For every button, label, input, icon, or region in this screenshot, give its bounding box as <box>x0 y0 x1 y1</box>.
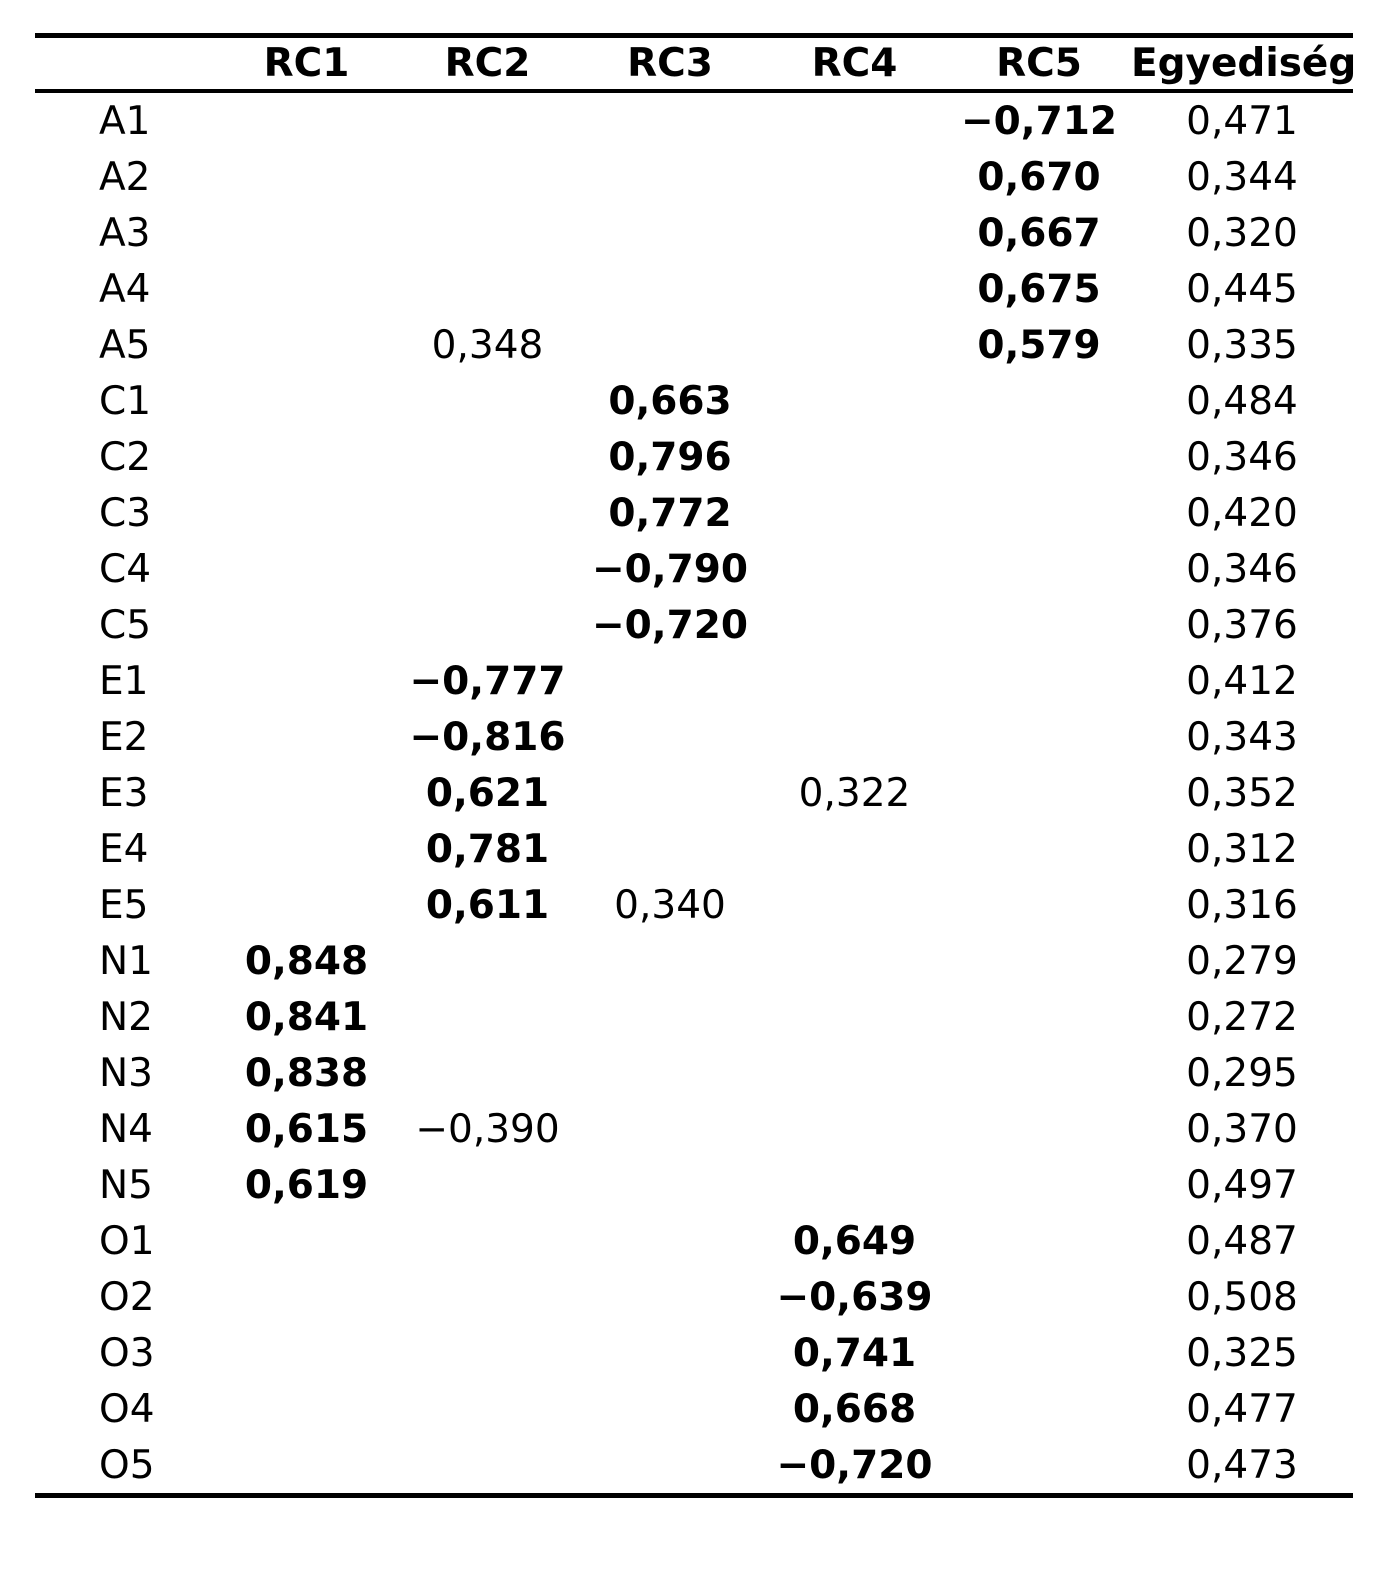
cell-n1-rc4 <box>762 933 947 989</box>
cell-c2-rc5 <box>947 429 1131 485</box>
table-row-e5 <box>35 877 1353 933</box>
cell-c1-rc4 <box>762 373 947 429</box>
cell-n3-rc3 <box>578 1045 762 1101</box>
cell-o4-rc4: 0,668 <box>792 1386 917 1432</box>
cell-c5-rc5 <box>947 597 1131 653</box>
cell-a1-rc2 <box>397 91 578 149</box>
row-label-o1: O1 <box>99 1218 155 1264</box>
cell-c1-rc1 <box>216 373 397 429</box>
cell-n2-rc1: 0,841 <box>244 994 369 1040</box>
cell-o4-rc5 <box>947 1381 1131 1437</box>
cell-n5-rc4 <box>762 1157 947 1213</box>
table-row-c4 <box>35 541 1353 597</box>
cell-e5-rc4 <box>762 877 947 933</box>
row-label-n2: N2 <box>99 994 153 1040</box>
cell-n4-rc2: −0,390 <box>415 1106 560 1152</box>
row-label-c1: C1 <box>99 378 152 424</box>
cell-o2-rc4: −0,639 <box>776 1274 933 1320</box>
row-label-c2: C2 <box>99 434 152 480</box>
table-row-a1 <box>35 91 1353 149</box>
cell-n1-rc2 <box>397 933 578 989</box>
cell-a3-rc4 <box>762 205 947 261</box>
cell-a3-rc1 <box>216 205 397 261</box>
cell-c5-rc4 <box>762 597 947 653</box>
cell-c1-rc5 <box>947 373 1131 429</box>
cell-e4-egyediseg: 0,312 <box>1186 826 1298 872</box>
table-header <box>35 36 1357 92</box>
table-row-a3 <box>35 205 1353 261</box>
row-label-n1: N1 <box>99 938 153 984</box>
column-header-rc4: RC4 <box>762 36 947 92</box>
cell-a2-rc2 <box>397 149 578 205</box>
table-row-a4 <box>35 261 1353 317</box>
cell-e3-egyediseg: 0,352 <box>1186 770 1298 816</box>
cell-n2-rc5 <box>947 989 1131 1045</box>
cell-a4-egyediseg: 0,445 <box>1186 266 1298 312</box>
table-row-n2 <box>35 989 1353 1045</box>
cell-a5-rc2: 0,348 <box>431 322 544 368</box>
cell-n4-rc4 <box>762 1101 947 1157</box>
cell-e3-rc5 <box>947 765 1131 821</box>
cell-o1-rc2 <box>397 1213 578 1269</box>
cell-n4-rc1: 0,615 <box>244 1106 369 1152</box>
cell-o1-rc3 <box>578 1213 762 1269</box>
cell-o1-rc5 <box>947 1213 1131 1269</box>
cell-e1-rc2: −0,777 <box>409 658 566 704</box>
cell-e2-rc1 <box>216 709 397 765</box>
table-row-e4 <box>35 821 1353 877</box>
cell-a2-egyediseg: 0,344 <box>1186 154 1298 200</box>
table-row-o2 <box>35 1269 1353 1325</box>
cell-c2-rc3: 0,796 <box>608 434 732 480</box>
cell-a5-rc1 <box>216 317 397 373</box>
cell-c3-rc2 <box>397 485 578 541</box>
cell-c1-egyediseg: 0,484 <box>1186 378 1298 424</box>
cell-a2-rc4 <box>762 149 947 205</box>
cell-c2-rc1 <box>216 429 397 485</box>
table-body <box>35 91 1353 1496</box>
cell-e3-rc2: 0,621 <box>425 770 550 816</box>
cell-a4-rc2 <box>397 261 578 317</box>
row-label-n3: N3 <box>99 1050 153 1096</box>
cell-a4-rc5: 0,675 <box>977 266 1101 312</box>
cell-c4-rc2 <box>397 541 578 597</box>
cell-a3-rc3 <box>578 205 762 261</box>
cell-o5-egyediseg: 0,473 <box>1186 1442 1298 1488</box>
cell-a5-rc4 <box>762 317 947 373</box>
cell-a5-egyediseg: 0,335 <box>1186 322 1298 368</box>
cell-e5-rc5 <box>947 877 1131 933</box>
row-label-c4: C4 <box>99 546 152 592</box>
cell-a5-rc3 <box>578 317 762 373</box>
cell-e4-rc3 <box>578 821 762 877</box>
cell-n2-egyediseg: 0,272 <box>1186 994 1298 1040</box>
table-row-o3 <box>35 1325 1353 1381</box>
table-row-e2 <box>35 709 1353 765</box>
table-row-c2 <box>35 429 1353 485</box>
cell-e1-rc3 <box>578 653 762 709</box>
row-label-e1: E1 <box>99 658 149 704</box>
cell-o5-rc5 <box>947 1437 1131 1496</box>
row-label-o5: O5 <box>99 1442 155 1488</box>
cell-c1-rc3: 0,663 <box>608 378 732 424</box>
cell-n5-rc2 <box>397 1157 578 1213</box>
cell-a1-rc5: −0,712 <box>960 98 1118 144</box>
row-label-a1: A1 <box>99 98 151 144</box>
cell-o4-rc2 <box>397 1381 578 1437</box>
row-label-n4: N4 <box>99 1106 153 1152</box>
cell-n4-rc3 <box>578 1101 762 1157</box>
cell-c3-rc4 <box>762 485 947 541</box>
cell-e1-rc1 <box>216 653 397 709</box>
cell-c4-rc1 <box>216 541 397 597</box>
cell-o5-rc2 <box>397 1437 578 1496</box>
cell-e2-egyediseg: 0,343 <box>1186 714 1298 760</box>
cell-c4-egyediseg: 0,346 <box>1186 546 1298 592</box>
cell-a1-rc3 <box>578 91 762 149</box>
cell-o4-rc1 <box>216 1381 397 1437</box>
table-row-c5 <box>35 597 1353 653</box>
cell-o2-rc2 <box>397 1269 578 1325</box>
cell-o5-rc4: −0,720 <box>776 1442 933 1488</box>
cell-c2-egyediseg: 0,346 <box>1186 434 1298 480</box>
cell-n4-rc5 <box>947 1101 1131 1157</box>
row-label-e2: E2 <box>99 714 149 760</box>
cell-c1-rc2 <box>397 373 578 429</box>
cell-a1-rc4 <box>762 91 947 149</box>
cell-n5-egyediseg: 0,497 <box>1186 1162 1298 1208</box>
cell-n5-rc5 <box>947 1157 1131 1213</box>
row-label-a4: A4 <box>99 266 151 312</box>
cell-e1-rc5 <box>947 653 1131 709</box>
column-header-rc1: RC1 <box>216 36 397 92</box>
cell-o4-rc3 <box>578 1381 762 1437</box>
column-header-rc3: RC3 <box>578 36 762 92</box>
table-row-n4 <box>35 1101 1353 1157</box>
row-label-o3: O3 <box>99 1330 155 1376</box>
cell-e4-rc2: 0,781 <box>425 826 550 872</box>
row-label-o2: O2 <box>99 1274 155 1320</box>
cell-o2-rc5 <box>947 1269 1131 1325</box>
row-label-c5: C5 <box>99 602 152 648</box>
table-row-c1 <box>35 373 1353 429</box>
cell-o1-egyediseg: 0,487 <box>1186 1218 1298 1264</box>
row-label-c3: C3 <box>99 490 152 536</box>
cell-c3-egyediseg: 0,420 <box>1186 490 1298 536</box>
table-row-c3 <box>35 485 1353 541</box>
cell-a3-rc5: 0,667 <box>977 210 1101 256</box>
cell-e2-rc3 <box>578 709 762 765</box>
column-header-egyediseg: Egyediség <box>1131 36 1353 92</box>
cell-a4-rc3 <box>578 261 762 317</box>
table-row-e1 <box>35 653 1353 709</box>
cell-a1-egyediseg: 0,471 <box>1186 98 1298 144</box>
cell-n5-rc1: 0,619 <box>244 1162 369 1208</box>
cell-a5-rc5: 0,579 <box>977 322 1101 368</box>
cell-o1-rc4: 0,649 <box>792 1218 917 1264</box>
cell-e3-rc4: 0,322 <box>798 770 911 816</box>
cell-o4-egyediseg: 0,477 <box>1186 1386 1298 1432</box>
cell-c4-rc5 <box>947 541 1131 597</box>
cell-e3-rc1 <box>216 765 397 821</box>
cell-o2-rc3 <box>578 1269 762 1325</box>
cell-n2-rc4 <box>762 989 947 1045</box>
cell-a2-rc5: 0,670 <box>977 154 1101 200</box>
cell-c5-rc3: −0,720 <box>591 602 749 648</box>
cell-e4-rc5 <box>947 821 1131 877</box>
table-row-a5 <box>35 317 1353 373</box>
cell-e5-rc2: 0,611 <box>425 882 550 928</box>
cell-c2-rc2 <box>397 429 578 485</box>
cell-o3-rc5 <box>947 1325 1131 1381</box>
cell-e5-rc3: 0,340 <box>614 882 726 928</box>
column-header-rc5: RC5 <box>947 36 1131 92</box>
table-row-o1 <box>35 1213 1353 1269</box>
cell-n1-rc3 <box>578 933 762 989</box>
cell-c3-rc5 <box>947 485 1131 541</box>
cell-c3-rc3: 0,772 <box>608 490 732 536</box>
cell-c5-rc2 <box>397 597 578 653</box>
cell-c5-rc1 <box>216 597 397 653</box>
cell-e1-rc4 <box>762 653 947 709</box>
cell-e1-egyediseg: 0,412 <box>1186 658 1298 704</box>
cell-o2-egyediseg: 0,508 <box>1186 1274 1298 1320</box>
cell-c5-egyediseg: 0,376 <box>1186 602 1298 648</box>
row-label-n5: N5 <box>99 1162 153 1208</box>
cell-c4-rc4 <box>762 541 947 597</box>
cell-e2-rc5 <box>947 709 1131 765</box>
cell-n4-egyediseg: 0,370 <box>1186 1106 1298 1152</box>
cell-e2-rc2: −0,816 <box>409 714 566 760</box>
cell-o3-rc1 <box>216 1325 397 1381</box>
cell-a1-rc1 <box>216 91 397 149</box>
cell-a3-rc2 <box>397 205 578 261</box>
cell-c3-rc1 <box>216 485 397 541</box>
cell-e3-rc3 <box>578 765 762 821</box>
cell-a4-rc1 <box>216 261 397 317</box>
cell-n1-egyediseg: 0,279 <box>1186 938 1298 984</box>
cell-o3-rc4: 0,741 <box>792 1330 917 1376</box>
row-label-e5: E5 <box>99 882 149 928</box>
cell-a2-rc3 <box>578 149 762 205</box>
row-label-e3: E3 <box>99 770 149 816</box>
cell-n3-rc1: 0,838 <box>244 1050 369 1096</box>
cell-o5-rc3 <box>578 1437 762 1496</box>
header-row <box>35 36 1353 92</box>
table-row-n1 <box>35 933 1353 989</box>
table-row-n3 <box>35 1045 1353 1101</box>
cell-n3-rc4 <box>762 1045 947 1101</box>
row-label-a5: A5 <box>99 322 151 368</box>
column-header-rc2: RC2 <box>397 36 578 92</box>
cell-o2-rc1 <box>216 1269 397 1325</box>
cell-n5-rc3 <box>578 1157 762 1213</box>
cell-o3-rc2 <box>397 1325 578 1381</box>
cell-o3-egyediseg: 0,325 <box>1186 1330 1298 1376</box>
cell-o3-rc3 <box>578 1325 762 1381</box>
cell-n2-rc3 <box>578 989 762 1045</box>
cell-c2-rc4 <box>762 429 947 485</box>
cell-a4-rc4 <box>762 261 947 317</box>
cell-e4-rc1 <box>216 821 397 877</box>
cell-a2-rc1 <box>216 149 397 205</box>
cell-n1-rc1: 0,848 <box>244 938 369 984</box>
column-header-blank <box>35 36 216 92</box>
cell-o1-rc1 <box>216 1213 397 1269</box>
cell-n3-rc2 <box>397 1045 578 1101</box>
row-label-o4: O4 <box>99 1386 155 1432</box>
cell-n2-rc2 <box>397 989 578 1045</box>
row-label-a3: A3 <box>99 210 151 256</box>
cell-o5-rc1 <box>216 1437 397 1496</box>
cell-c4-rc3: −0,790 <box>591 546 749 592</box>
row-label-e4: E4 <box>99 826 149 872</box>
cell-n1-rc5 <box>947 933 1131 989</box>
cell-n3-egyediseg: 0,295 <box>1186 1050 1298 1096</box>
cell-e5-rc1 <box>216 877 397 933</box>
table-row-a2 <box>35 149 1353 205</box>
cell-e2-rc4 <box>762 709 947 765</box>
cell-a3-egyediseg: 0,320 <box>1186 210 1298 256</box>
table-row-n5 <box>35 1157 1353 1213</box>
row-label-a2: A2 <box>99 154 151 200</box>
factor-loadings-table <box>35 33 1357 1498</box>
table-row-o4 <box>35 1381 1353 1437</box>
cell-e5-egyediseg: 0,316 <box>1186 882 1298 928</box>
cell-n3-rc5 <box>947 1045 1131 1101</box>
table-row-e3 <box>35 765 1353 821</box>
cell-e4-rc4 <box>762 821 947 877</box>
table-row-o5 <box>35 1437 1353 1496</box>
